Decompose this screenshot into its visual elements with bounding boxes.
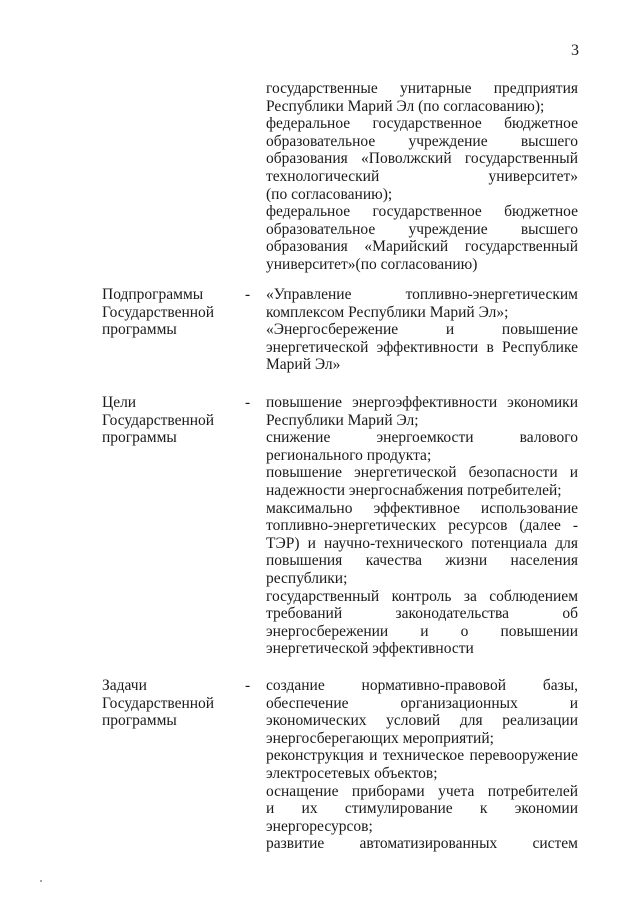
label-line: Подпрограммы [102,286,204,303]
text-line: Марий Эл» [266,356,341,374]
text-line: экономических условий для реализации [266,712,578,730]
section-dash: - [245,394,251,411]
text-line: снижение энергоемкости валового [266,429,578,447]
text-line: образования «Марийский государственный [266,238,578,256]
text-line: надежности энергоснабжения потребителей; [266,481,562,499]
text-line: повышение энергоэффективности экономики [266,394,578,411]
section-dash: - [245,286,251,303]
section-body [266,677,578,853]
section-label [102,394,242,447]
section-body [266,286,578,374]
text-line: федеральное государственное бюджетное [266,203,578,221]
label-line: программы [102,321,177,339]
section-dash: - [245,677,251,694]
text-line: развитие автоматизированных систем [266,835,578,853]
text-line: (по согласованию); [266,185,393,203]
text-line: регионального продукта; [266,446,432,464]
label-line: Цели [102,394,137,411]
text-line: комплексом Республики Марий Эл»; [266,303,509,321]
text-line: максимально эффективное использование [266,499,578,517]
text-line: энергосбережении и о повышении [266,622,578,640]
text-line: обеспечение организационных и [266,694,578,712]
text-line: повышение энергетической безопасности и [266,464,578,482]
text-line: требований законодательства об [266,605,578,623]
text-line: оснащение приборами учета потребителей [266,782,578,800]
text-line: энергосберегающих мероприятий; [266,729,494,747]
intro-participants-text [266,80,578,274]
text-line: ТЭР) и научно-технического потенциала для [266,534,578,552]
scan-speck [40,880,42,882]
text-line: «Энергосбережение и повышение [266,321,578,339]
text-line: Республики Марий Эл; [266,411,419,429]
text-line: энергетической эффективности в Республике [266,338,578,356]
label-line: Государственной [102,694,215,712]
text-line: федеральное государственное бюджетное [266,115,578,133]
section-label [102,286,242,339]
label-line: программы [102,429,177,447]
text-line: государственный контроль за соблюдением [266,587,578,605]
text-line: технологический университет» [266,167,578,185]
label-line: Государственной [102,303,215,321]
text-line: «Управление топливно-энергетическим [266,286,578,303]
text-line: топливно-энергетических ресурсов (далее - [266,517,578,535]
text-line: энергоресурсов; [266,817,373,835]
text-line: создание нормативно-правовой базы, [266,677,578,694]
text-line: образовательное учреждение высшего [266,132,578,150]
text-line: республики; [266,569,348,587]
label-line: Задачи [102,677,147,694]
text-line: повышения качества жизни населения [266,552,578,570]
text-line: энергетической эффективности [266,640,474,658]
text-line: электросетевых объектов; [266,764,438,782]
text-line: государственные унитарные предприятия [266,80,578,97]
section-label [102,677,242,730]
text-line: университет»(по согласованию) [266,255,478,273]
text-line: реконструкция и техническое перевооружение [266,747,578,765]
label-line: программы [102,712,177,730]
label-line: Государственной [102,411,215,429]
text-line: образовательное учреждение высшего [266,220,578,238]
text-line: Республики Марий Эл (по согласованию); [266,97,545,115]
page-number: 3 [571,42,579,59]
section-body [266,394,578,658]
text-line: образования «Поволжский государственный [266,150,578,168]
text-line: и их стимулирование к экономии [266,800,578,818]
